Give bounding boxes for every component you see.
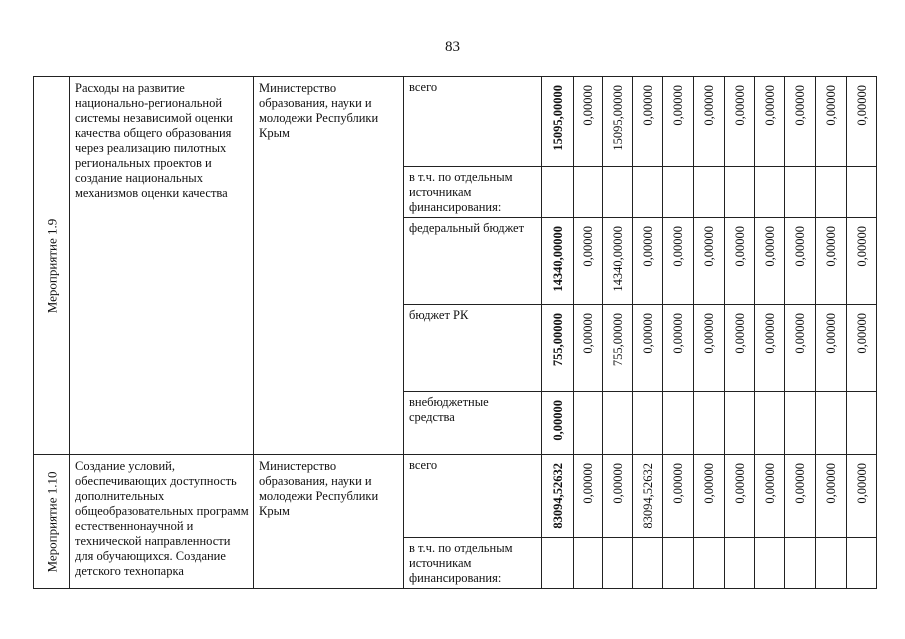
amount-cell <box>847 167 877 218</box>
amount-cell <box>603 77 633 167</box>
amount-cell <box>847 305 877 392</box>
amount-cell <box>603 455 633 538</box>
amount-cell <box>816 392 847 455</box>
amount-value: 0,00000 <box>793 85 807 126</box>
responsible-executor: Министерство образования, науки и молодежи Республики Крым <box>254 455 404 589</box>
amount-cell <box>633 218 663 305</box>
responsible-executor: Министерство образования, науки и молодежи Республики Крым <box>254 77 404 455</box>
amount-cell <box>785 455 816 538</box>
amount-value: 0,00000 <box>732 226 747 267</box>
amount-value: 0,00000 <box>581 313 595 354</box>
amount-cell <box>755 455 785 538</box>
amount-cell <box>725 305 755 392</box>
amount-cell <box>725 455 755 538</box>
amount-cell <box>725 167 755 218</box>
amount-value: 0,00000 <box>824 226 838 267</box>
amount-cell <box>847 455 877 538</box>
amount-value: 0,00000 <box>640 313 655 354</box>
amount-cell <box>755 167 785 218</box>
total-amount-cell <box>542 305 574 392</box>
total-amount-cell <box>542 77 574 167</box>
amount-value: 0,00000 <box>581 463 595 504</box>
amount-cell <box>847 392 877 455</box>
amount-value: 0,00000 <box>702 226 716 267</box>
amount-cell <box>725 77 755 167</box>
total-amount: 0,00000 <box>550 400 565 441</box>
funding-source-label: бюджет РК <box>404 305 542 392</box>
amount-cell <box>785 167 816 218</box>
amount-cell <box>603 392 633 455</box>
funding-source-label: в т.ч. по отдельным источникам финансирования: <box>404 538 542 589</box>
amount-value: 0,00000 <box>824 463 838 504</box>
amount-cell <box>633 305 663 392</box>
amount-cell <box>755 305 785 392</box>
funding-source-label: внебюджетные средства <box>404 392 542 455</box>
amount-cell <box>725 538 755 589</box>
amount-cell <box>663 538 694 589</box>
amount-value: 755,00000 <box>610 313 625 367</box>
amount-value: 0,00000 <box>854 226 869 267</box>
amount-value: 0,00000 <box>581 226 595 267</box>
table-row <box>34 455 877 538</box>
amount-cell <box>816 455 847 538</box>
amount-cell <box>816 538 847 589</box>
amount-cell <box>694 305 725 392</box>
amount-value: 0,00000 <box>671 85 685 126</box>
amount-value: 15095,00000 <box>610 85 625 151</box>
amount-cell <box>603 218 633 305</box>
amount-value: 0,00000 <box>610 463 625 504</box>
activity-code: Мероприятие 1.10 <box>44 471 59 572</box>
amount-value: 0,00000 <box>824 313 838 354</box>
amount-cell <box>755 392 785 455</box>
amount-cell <box>603 167 633 218</box>
activity-description: Создание условий, обеспечивающих доступность дополнительных общеобразовательных программ естественнонаучной и технической направленности для обучающихся. Создание детского технопарка <box>70 455 254 589</box>
total-amount: 15095,00000 <box>550 85 565 151</box>
budget-table <box>33 76 877 589</box>
table-body <box>34 77 877 589</box>
amount-cell <box>755 218 785 305</box>
page-number: 83 <box>445 39 460 55</box>
amount-value: 0,00000 <box>732 463 747 504</box>
amount-cell <box>847 538 877 589</box>
amount-value: 14340,00000 <box>610 226 625 292</box>
amount-cell <box>816 77 847 167</box>
funding-source-label: всего <box>404 455 542 538</box>
total-amount: 83094,52632 <box>550 463 565 529</box>
amount-cell <box>816 167 847 218</box>
amount-cell <box>574 218 603 305</box>
amount-value: 0,00000 <box>854 313 869 354</box>
total-amount: 755,00000 <box>550 313 565 367</box>
funding-source-label: в т.ч. по отдельным источникам финансирования: <box>404 167 542 218</box>
amount-cell <box>694 77 725 167</box>
amount-cell <box>694 392 725 455</box>
amount-value: 0,00000 <box>793 463 807 504</box>
amount-cell <box>694 538 725 589</box>
amount-cell <box>785 538 816 589</box>
amount-cell <box>663 167 694 218</box>
activity-code-cell <box>34 455 70 589</box>
amount-cell <box>694 218 725 305</box>
amount-cell <box>663 77 694 167</box>
amount-cell <box>816 218 847 305</box>
amount-cell <box>663 218 694 305</box>
amount-value: 0,00000 <box>702 313 716 354</box>
amount-cell <box>633 77 663 167</box>
activity-description: Расходы на развитие национально-региональной системы независимой оценки качества общего образования через реализацию пилотных региональных проектов и создание национальных механизмов оценки качества <box>70 77 254 455</box>
activity-code: Мероприятие 1.9 <box>44 218 59 313</box>
total-amount-cell <box>542 392 574 455</box>
amount-cell <box>633 455 663 538</box>
amount-value: 0,00000 <box>671 226 685 267</box>
total-amount-cell <box>542 455 574 538</box>
amount-cell <box>694 167 725 218</box>
amount-cell <box>785 218 816 305</box>
amount-cell <box>755 538 785 589</box>
amount-value: 0,00000 <box>793 313 807 354</box>
funding-source-label: федеральный бюджет <box>404 218 542 305</box>
amount-cell <box>663 455 694 538</box>
amount-cell <box>785 77 816 167</box>
amount-cell <box>574 305 603 392</box>
table-row <box>34 77 877 167</box>
amount-value: 0,00000 <box>640 226 655 267</box>
amount-cell <box>663 305 694 392</box>
total-amount-cell <box>542 167 574 218</box>
amount-cell <box>694 455 725 538</box>
amount-value: 0,00000 <box>732 85 747 126</box>
amount-value: 0,00000 <box>671 313 685 354</box>
activity-code-cell <box>34 77 70 455</box>
amount-cell <box>847 77 877 167</box>
amount-value: 83094,52632 <box>640 463 655 529</box>
amount-value: 0,00000 <box>762 85 777 126</box>
amount-value: 0,00000 <box>762 463 777 504</box>
amount-cell <box>633 167 663 218</box>
amount-value: 0,00000 <box>762 313 777 354</box>
total-amount-cell <box>542 218 574 305</box>
amount-cell <box>725 392 755 455</box>
amount-value: 0,00000 <box>640 85 655 126</box>
total-amount: 14340,00000 <box>550 226 565 292</box>
amount-cell <box>633 538 663 589</box>
amount-cell <box>574 538 603 589</box>
amount-cell <box>785 305 816 392</box>
amount-cell <box>785 392 816 455</box>
amount-value: 0,00000 <box>702 463 716 504</box>
amount-cell <box>574 392 603 455</box>
amount-value: 0,00000 <box>702 85 716 126</box>
funding-source-label: всего <box>404 77 542 167</box>
amount-value: 0,00000 <box>824 85 838 126</box>
amount-cell <box>574 77 603 167</box>
amount-value: 0,00000 <box>854 463 869 504</box>
amount-cell <box>816 305 847 392</box>
amount-cell <box>663 392 694 455</box>
amount-value: 0,00000 <box>671 463 685 504</box>
amount-value: 0,00000 <box>762 226 777 267</box>
amount-value: 0,00000 <box>793 226 807 267</box>
amount-cell <box>755 77 785 167</box>
amount-value: 0,00000 <box>581 85 595 126</box>
amount-cell <box>603 305 633 392</box>
total-amount-cell <box>542 538 574 589</box>
amount-value: 0,00000 <box>732 313 747 354</box>
amount-cell <box>725 218 755 305</box>
amount-cell <box>603 538 633 589</box>
amount-value: 0,00000 <box>854 85 869 126</box>
amount-cell <box>574 167 603 218</box>
amount-cell <box>633 392 663 455</box>
amount-cell <box>574 455 603 538</box>
amount-cell <box>847 218 877 305</box>
